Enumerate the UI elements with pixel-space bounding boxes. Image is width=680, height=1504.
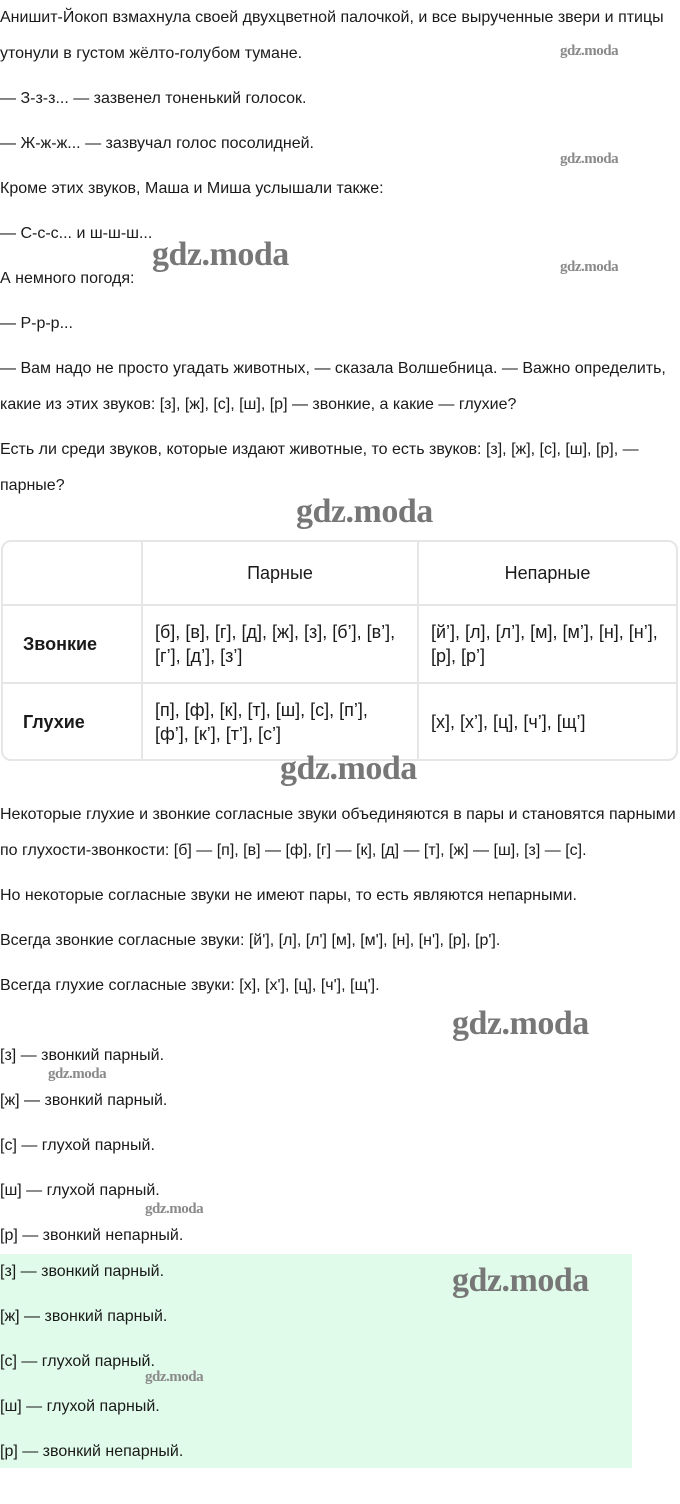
answer-line: [р] — звонкий непарный. <box>0 1443 184 1460</box>
watermark: gdz.moda <box>560 259 619 275</box>
table-cell: [п], [ф], [к], [т], [ш], [с], [п’], [ф’], [к’], [т’], [с’] <box>143 684 419 759</box>
watermark: gdz.moda <box>280 750 417 787</box>
watermark: gdz.moda <box>145 1369 204 1385</box>
watermark: gdz.moda <box>296 493 433 530</box>
row-label: Звонкие <box>3 606 143 684</box>
table-row <box>3 606 676 684</box>
watermark: gdz.moda <box>452 1262 589 1299</box>
watermark: gdz.moda <box>152 236 289 273</box>
answer-line: [ш] — глухой парный. <box>0 1182 160 1199</box>
table-header: Парные <box>143 542 419 606</box>
explanation-text <box>0 797 680 1013</box>
table-cell: [й’], [л], [л’], [м], [м’], [н], [н’], [р], [р’] <box>419 606 676 684</box>
consonants-table <box>1 540 678 761</box>
paragraph: Некоторые глухие и звонкие согласные звуки объединяются в пары и становятся парными по глухости-звонкости: [б] — [п], [в] — [ф], [г] — [к], [д] — [т], [ж] — [ш], [з] — [с]. <box>0 806 676 859</box>
paragraph: — Ж-ж-ж... — зазвучал голос посолидней. <box>0 135 314 152</box>
paragraph: — Вам надо не просто угадать животных, — сказала Волшебница. — Важно определить, какие из этих звуков: [з], [ж], [с], [ш], [р] — звонкие, а какие — глухие? <box>0 360 666 413</box>
paragraph: Анишит-Йокоп взмахнула своей двухцветной палочкой, и все вырученные звери и птицы утонули в густом жёлто-голубом тумане. <box>0 9 664 62</box>
watermark: gdz.moda <box>145 1201 204 1217</box>
paragraph: Но некоторые согласные звуки не имеют пары, то есть являются непарными. <box>0 887 577 904</box>
paragraph: — С-с-с... и ш-ш-ш... <box>0 225 153 242</box>
watermark: gdz.moda <box>452 1005 589 1042</box>
paragraph: Всегда глухие согласные звуки: [х], [х'], [ц], [ч'], [щ']. <box>0 977 380 994</box>
paragraph: А немного погодя: <box>0 270 135 287</box>
answer-line: [ж] — звонкий парный. <box>0 1308 168 1325</box>
answer-line: [з] — звонкий парный. <box>0 1263 165 1280</box>
table-cell: [х], [х’], [ц], [ч’], [щ’] <box>431 711 586 732</box>
table-header <box>3 542 143 606</box>
answer-line: [с] — глухой парный. <box>0 1353 155 1370</box>
table-row <box>3 684 676 759</box>
table-cell: [б], [в], [г], [д], [ж], [з], [б’], [в’], [г’], [д’], [з’] <box>143 606 419 684</box>
watermark: gdz.moda <box>560 151 619 167</box>
row-label: Глухие <box>3 684 143 759</box>
paragraph: Кроме этих звуков, Маша и Миша услышали также: <box>0 180 384 197</box>
answer-line: [р] — звонкий непарный. <box>0 1227 184 1244</box>
paragraph: Есть ли среди звуков, которые издают животные, то есть звуков: [з], [ж], [с], [ш], [р], — парные? <box>0 441 639 494</box>
paragraph: — Р-р-р... <box>0 315 73 332</box>
answer-line: [с] — глухой парный. <box>0 1137 155 1154</box>
intro-text <box>0 0 680 513</box>
table-header: Непарные <box>419 542 676 606</box>
answer-line: [ш] — глухой парный. <box>0 1398 160 1415</box>
paragraph: — З-з-з... — зазвенел тоненький голосок. <box>0 90 307 107</box>
paragraph: Всегда звонкие согласные звуки: [й'], [л], [л'] [м], [м'], [н], [н'], [р], [р']. <box>0 932 501 949</box>
watermark: gdz.moda <box>48 1066 107 1082</box>
answer-line: [з] — звонкий парный. <box>0 1047 165 1064</box>
watermark: gdz.moda <box>560 43 619 59</box>
answer-line: [ж] — звонкий парный. <box>0 1092 168 1109</box>
